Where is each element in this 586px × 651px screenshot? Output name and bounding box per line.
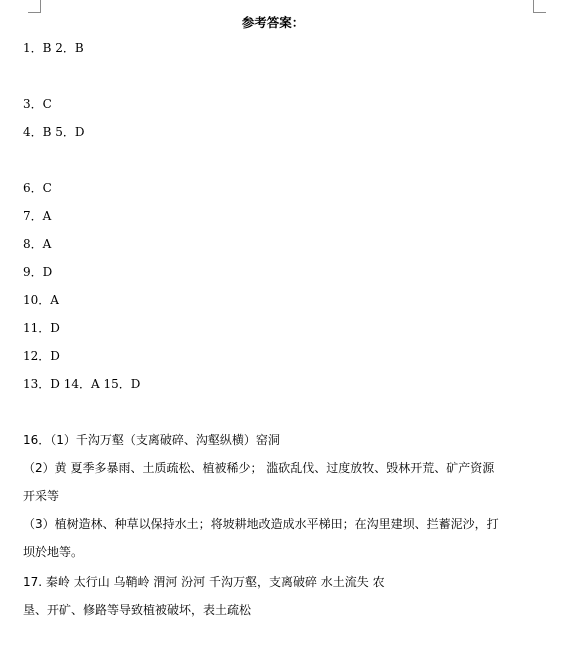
answer-line: 11．D: [23, 321, 60, 335]
q16-answer-part1: 16．（1）千沟万壑（支离破碎、沟壑纵横）窑洞: [23, 433, 280, 447]
q16-answer-part3: （3）植树造林、种草以保持水土；将坡耕地改造成水平梯田；在沟里建坝、拦蓄泥沙，打: [23, 517, 499, 531]
answer-line: 9．D: [23, 265, 53, 279]
answer-line: 8．A: [23, 237, 52, 251]
answer-line: 7．A: [23, 209, 52, 223]
answer-line: 4．B 5．D: [23, 125, 85, 139]
answer-line: 13．D 14．A 15．D: [23, 377, 141, 391]
q17-answer-cont: 垦、开矿、修路等导致植被破坏，表土疏松: [23, 603, 252, 617]
page-corner-mark-left: [28, 0, 41, 13]
page-corner-mark-right: [533, 0, 546, 13]
answer-line: 1．B 2．B: [23, 41, 84, 55]
document-title: 参考答案：: [241, 15, 305, 30]
answer-line: 3．C: [23, 97, 52, 111]
answer-line: 12．D: [23, 349, 60, 363]
q17-answer: 17. 秦岭 太行山 乌鞘岭 渭河 汾河 千沟万壑，支离破碎 水土流失 农: [23, 575, 385, 589]
answer-line: 10．A: [23, 293, 59, 307]
q16-answer-part3-cont: 坝於地等。: [23, 545, 84, 559]
answer-line: 6．C: [23, 181, 52, 195]
q16-answer-part2: （2）黄 夏季多暴雨、土质疏松、植被稀少； 滥砍乱伐、过度放牧、毁林开荒、矿产资源: [23, 461, 495, 475]
q16-answer-part2-cont: 开采等: [23, 489, 60, 503]
